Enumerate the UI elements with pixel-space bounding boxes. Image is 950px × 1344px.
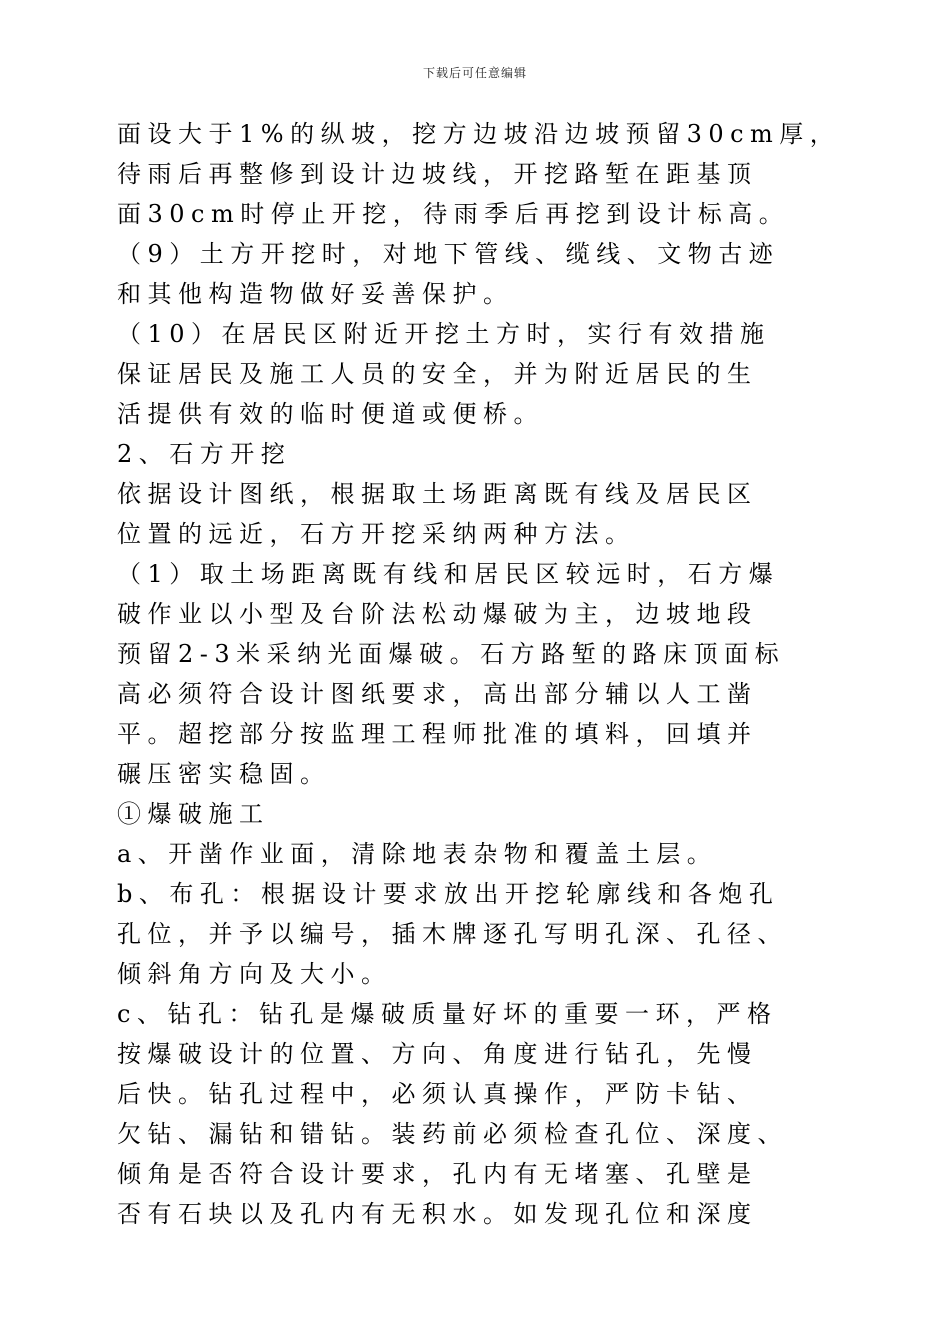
text-line: 倾角是否符合设计要求，孔内有无堵塞、孔壁是 xyxy=(117,1160,758,1188)
text-line: （9）土方开挖时，对地下管线、缆线、文物古迹 xyxy=(117,240,780,268)
text-line: c、钻孔：钻孔是爆破质量好坏的重要一环，严格 xyxy=(117,1000,778,1028)
text-line: （1）取土场距离既有线和居民区较远时，石方爆 xyxy=(117,560,780,588)
text-line: 活提供有效的临时便道或便桥。 xyxy=(117,400,544,428)
text-line: 孔位，并予以编号，插木牌逐孔写明孔深、孔径、 xyxy=(117,920,788,948)
document-body xyxy=(117,114,841,1234)
text-line: 破作业以小型及台阶法松动爆破为主，边坡地段 xyxy=(117,600,758,628)
text-line: a、开凿作业面，清除地表杂物和覆盖土层。 xyxy=(117,840,718,868)
text-line: 倾斜角方向及大小。 xyxy=(117,960,392,988)
text-line: 预留2-3米采纳光面爆破。石方路堑的路床顶面标 xyxy=(117,640,786,668)
text-line: 否有石块以及孔内有无积水。如发现孔位和深度 xyxy=(117,1200,758,1228)
text-line: 和其他构造物做好妥善保护。 xyxy=(117,280,514,308)
page-header: 下载后可任意编辑 xyxy=(422,66,527,80)
text-line: 位置的远近，石方开挖采纳两种方法。 xyxy=(117,520,636,548)
text-line: 按爆破设计的位置、方向、角度进行钻孔，先慢 xyxy=(117,1040,758,1068)
text-line: 面30cm时停止开挖，待雨季后再挖到设计标高。 xyxy=(117,200,790,228)
text-line: b、布孔：根据设计要求放出开挖轮廓线和各炮孔 xyxy=(117,880,780,908)
text-line: 碾压密实稳固。 xyxy=(117,760,331,788)
text-line: 依据设计图纸，根据取土场距离既有线及居民区 xyxy=(117,480,758,508)
text-line: 面设大于1%的纵坡，挖方边坡沿边坡预留30cm厚， xyxy=(117,120,841,148)
subsection-heading: ①爆破施工 xyxy=(117,800,270,828)
text-line: 保证居民及施工人员的安全，并为附近居民的生 xyxy=(117,360,758,388)
text-line: 平。超挖部分按监理工程师批准的填料，回填并 xyxy=(117,720,758,748)
section-heading: 2、石方开挖 xyxy=(117,440,292,468)
text-line: （10）在居民区附近开挖土方时，实行有效措施 xyxy=(117,320,771,348)
text-line: 后快。钻孔过程中，必须认真操作，严防卡钻、 xyxy=(117,1080,758,1108)
text-line: 高必须符合设计图纸要求，高出部分辅以人工凿 xyxy=(117,680,758,708)
text-line: 待雨后再整修到设计边坡线，开挖路堑在距基顶 xyxy=(117,160,758,188)
text-line: 欠钻、漏钻和错钻。装药前必须检查孔位、深度、 xyxy=(117,1120,788,1148)
